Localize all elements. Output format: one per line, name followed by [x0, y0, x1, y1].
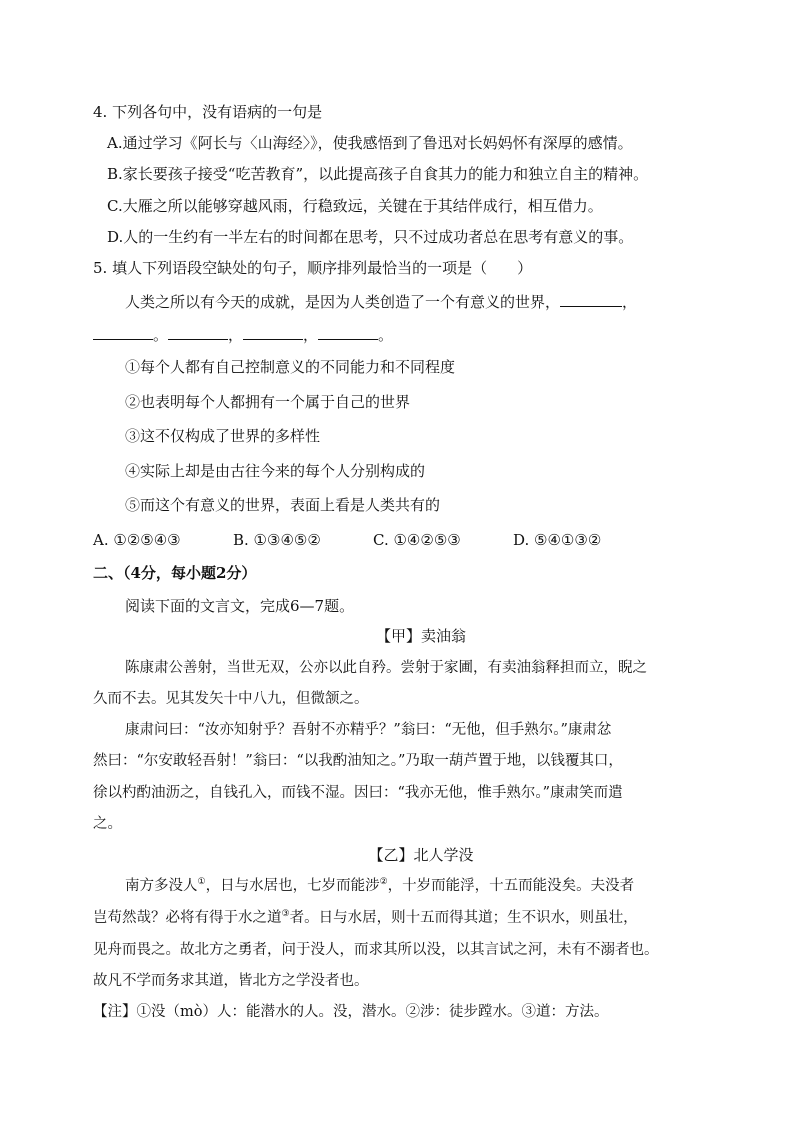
choice-a: A. ①②⑤④③: [93, 531, 181, 549]
text-segment: 南方多没人: [125, 878, 198, 894]
question-5-item-2: ②也表明每个人都拥有一个属于自己的世界: [125, 393, 411, 411]
fill-blank-2: [93, 325, 153, 340]
question-5-passage-line-2: [93, 325, 393, 345]
choice-b: B. ①③④⑤②: [233, 531, 321, 549]
fill-blank-4: [243, 325, 303, 340]
question-5-item-4: ④实际上却是由古往今来的每个人分别构成的: [125, 462, 426, 480]
text-segment: ，日与水居也，七岁而能涉: [205, 878, 380, 894]
passage-yi-line-1: [125, 876, 634, 896]
section-2-title: 二、（4分，每小题2分）: [93, 564, 257, 582]
punct: ，: [622, 293, 638, 311]
punct: ，: [303, 326, 319, 344]
punct: ，: [228, 326, 244, 344]
passage-yi-title: 【乙】北人学没: [368, 846, 474, 864]
passage-jia-title: 【甲】卖油翁: [375, 627, 466, 645]
passage-jia-line-3: 康肃问曰：“汝亦知射乎？吾射不亦精乎？”翁曰：“无他，但手熟尔。”康肃忿: [125, 722, 612, 738]
question-5-item-5: ⑤而这个有意义的世界，表面上看是人类共有的: [125, 496, 441, 514]
question-5-passage-line-1: [125, 292, 637, 312]
footnote-marker-3: ③: [281, 909, 290, 920]
passage-jia-line-5: 徐以杓酌油沥之，自钱孔入，而钱不湿。因曰：“我亦无他，惟手熟尔。”康肃笑而遣: [93, 785, 623, 801]
passage-jia-line-1: 陈康肃公善射，当世无双，公亦以此自矜。尝射于家圃，有卖油翁释担而立，睨之: [125, 660, 647, 676]
passage-text: 人类之所以有今天的成就，是因为人类创造了一个有意义的世界，: [125, 293, 561, 311]
choice-d: D. ⑤④①③②: [513, 531, 602, 549]
question-4-option-c: C.大雁之所以能够穿越风雨，行稳致远，关键在于其结伴成行，相互借力。: [107, 197, 603, 215]
passage-jia-line-2: 久而不去。见其发矢十中八九，但微颔之。: [93, 691, 369, 707]
question-5-choices: [93, 530, 601, 550]
passage-yi-annotation: 【注】①没（mò）人：能潜水的人。没，潜水。②涉：徒步蹚水。③道：方法。: [93, 1004, 609, 1020]
passage-yi-line-4: 故凡不学而务求其道，皆北方之学没者也。: [93, 973, 369, 989]
choice-c: C. ①④②⑤③: [373, 531, 461, 549]
text-segment: 岂苟然哉？必将有得于水之道: [93, 910, 282, 926]
punct: 。: [378, 326, 394, 344]
question-4-option-d: D.人的一生约有一半左右的时间都在思考，只不过成功者总在思考有意义的事。: [107, 228, 634, 246]
question-5-item-3: ③这不仅构成了世界的多样性: [125, 427, 321, 445]
footnote-marker-2: ②: [379, 877, 388, 888]
fill-blank-3: [168, 325, 228, 340]
punct: 。: [153, 326, 169, 344]
fill-blank-1: [560, 292, 622, 307]
fill-blank-5: [318, 325, 378, 340]
text-segment: 者。日与水居，则十五而得其道；生不识水，则虽壮，: [289, 910, 638, 926]
text-segment: ，十岁而能浮，十五而能没矣。夫没者: [387, 878, 635, 894]
passage-jia-line-4: 然曰：“尔安敢轻吾射！”翁曰：“以我酌油知之。”乃取一葫芦置于地，以钱覆其口，: [93, 753, 623, 769]
question-4-option-b: B.家长要孩子接受“吃苦教育”，以此提高孩子自食其力的能力和独立自主的精神。: [107, 165, 649, 183]
question-5-item-1: ①每个人都有自己控制意义的不同能力和不同程度: [125, 358, 456, 376]
passage-yi-line-2: [93, 908, 638, 928]
question-5-title: 5. 填人下列语段空缺处的句子，顺序排列最恰当的一项是（ ）: [93, 259, 533, 277]
passage-jia-line-6: 之。: [93, 816, 122, 832]
section-2-instruction: 阅读下面的文言文，完成6—7题。: [125, 597, 355, 615]
footnote-marker-1: ①: [197, 877, 206, 888]
question-4-title: 4. 下列各句中，没有语病的一句是: [93, 103, 323, 121]
passage-yi-line-3: 见舟而畏之。故北方之勇者，问于没人，而求其所以没，以其言试之河，未有不溺者也。: [93, 942, 659, 958]
question-4-option-a: A.通过学习《阿长与〈山海经〉》，使我感悟到了鲁迅对长妈妈怀有深厚的感情。: [107, 134, 633, 152]
